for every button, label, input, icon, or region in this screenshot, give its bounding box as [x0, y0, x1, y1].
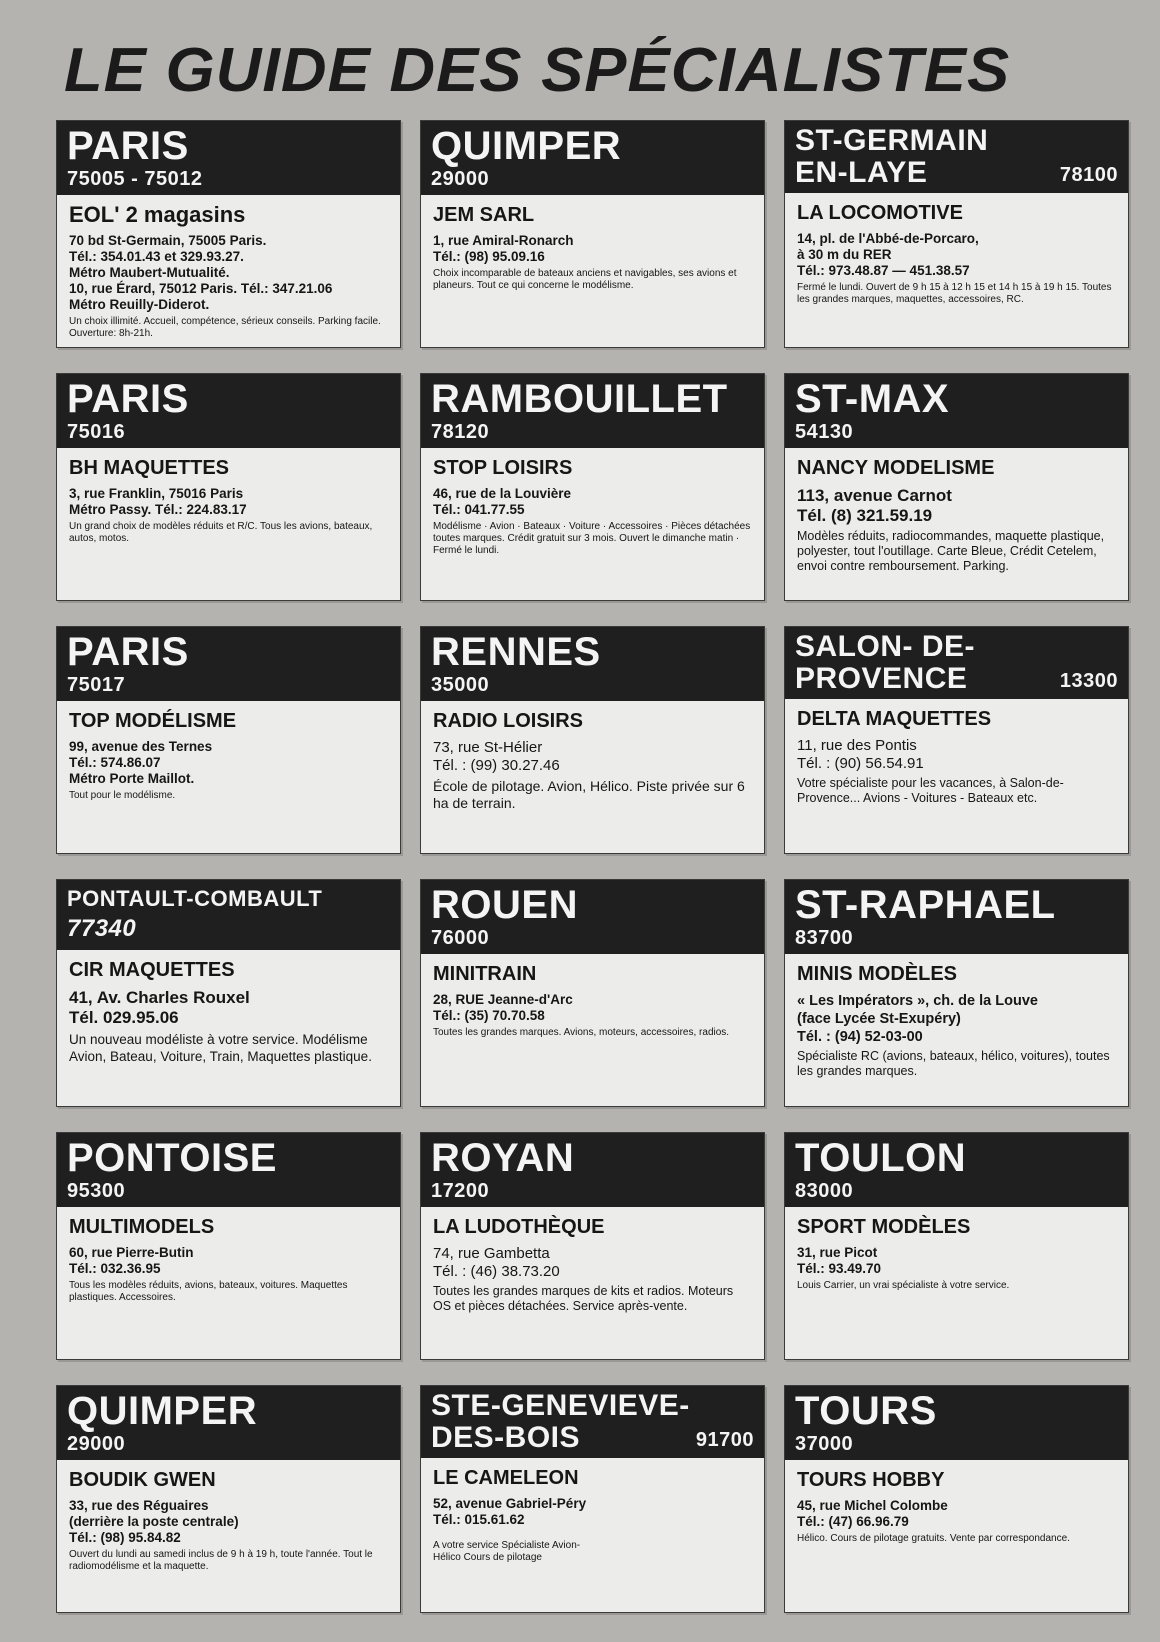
address-line: Tél.: 041.77.55 [433, 502, 525, 517]
shop-name: CIR MAQUETTES [69, 959, 235, 981]
shop-name: TOP MODÉLISME [69, 710, 237, 732]
address-line: Tél.: (47) 66.96.79 [797, 1514, 909, 1529]
card-body [421, 1458, 764, 1612]
city-name: DES-BOIS [431, 1421, 581, 1454]
listing-card [56, 1132, 401, 1360]
shop-description: Tout pour le modélisme. [69, 790, 176, 801]
address-line: Tél. : (46) 38.73.20 [433, 1263, 560, 1280]
address-line: 46, rue de la Louvière [433, 486, 572, 501]
card-header [421, 121, 764, 195]
address-line: Tél.: (35) 70.70.58 [433, 1008, 545, 1023]
listing-card [420, 626, 765, 854]
address-line: 113, avenue Carnot [797, 486, 952, 505]
card-body [785, 954, 1128, 1106]
card-header [421, 627, 764, 701]
city-name: ST-RAPHAEL [795, 883, 1056, 927]
address-line: Tél.: (98) 95.09.16 [433, 249, 545, 264]
card-header [421, 374, 764, 448]
address-line: Tél.: 015.61.62 [433, 1512, 525, 1527]
shop-description: A votre service Spécialiste Avion-Hélico Cours de pilotage [433, 1540, 581, 1563]
listing-card [420, 1385, 765, 1613]
specialists-grid [56, 120, 1130, 1610]
city-name: ST-MAX [795, 377, 950, 421]
city-name: STE-GENEVIEVE- [431, 1389, 690, 1422]
postal-code: 83700 [795, 927, 854, 949]
city-name: PROVENCE [795, 662, 968, 695]
address-line: Tél.: 574.86.07 [69, 755, 161, 770]
city-name: TOURS [795, 1389, 937, 1433]
shop-description: Un choix illimité. Accueil, compétence, sérieux conseils. Parking facile. Ouverture: 8h-21h. [69, 316, 381, 339]
shop-name: EOL' 2 magasins [69, 202, 246, 227]
shop-name: DELTA MAQUETTES [797, 708, 992, 730]
postal-code: 75017 [67, 674, 126, 696]
address-line: Tél. (8) 321.59.19 [797, 506, 933, 525]
postal-code: 78100 [1059, 164, 1118, 186]
card-header [57, 1133, 400, 1207]
shop-description: Fermé le lundi. Ouvert de 9 h 15 à 12 h 15 et 14 h 15 à 19 h 15. Toutes les grandes marques, maquettes, accessoires, RC. [797, 282, 1112, 305]
address-line: Tél.: (98) 95.84.82 [69, 1530, 181, 1545]
address-line: 14, pl. de l'Abbé-de-Porcaro, [797, 231, 979, 246]
address-line: Métro Porte Maillot. [69, 771, 195, 786]
address-line: 3, rue Franklin, 75016 Paris [69, 486, 244, 501]
postal-code: 77340 [67, 915, 137, 942]
card-body [421, 195, 764, 347]
address-line: Tél. : (90) 56.54.91 [797, 755, 924, 772]
shop-name: BOUDIK GWEN [69, 1469, 216, 1491]
card-body [57, 1207, 400, 1359]
city-name: QUIMPER [431, 124, 622, 168]
address-line: Tél. 029.95.06 [69, 1008, 179, 1027]
listing-card [420, 120, 765, 348]
address-line: 60, rue Pierre-Butin [69, 1245, 194, 1260]
address-line: (derrière la poste centrale) [69, 1514, 239, 1529]
address-line: 45, rue Michel Colombe [797, 1498, 948, 1513]
listing-card [784, 120, 1129, 348]
card-header [57, 627, 400, 701]
city-name: ROUEN [431, 883, 578, 927]
address-line: 99, avenue des Ternes [69, 739, 213, 754]
listing-card [420, 1132, 765, 1360]
listing-card [784, 626, 1129, 854]
listing-card [56, 879, 401, 1107]
city-name: RAMBOUILLET [431, 377, 728, 421]
listing-card [56, 120, 401, 348]
postal-code: 17200 [431, 1180, 490, 1202]
card-body [785, 193, 1128, 347]
shop-description: Votre spécialiste pour les vacances, à Salon-de-Provence... Avions - Voitures - Bateaux etc. [797, 776, 1064, 805]
listing-card [420, 879, 765, 1107]
address-line: 74, rue Gambetta [433, 1245, 550, 1262]
listing-card [56, 626, 401, 854]
card-body [57, 950, 400, 1106]
city-name: PARIS [67, 630, 189, 674]
city-name: SALON- DE- [795, 630, 975, 663]
postal-code: 37000 [795, 1433, 854, 1455]
shop-description: Tous les modèles réduits, avions, bateaux, voitures. Maquettes plastiques. Accessoires. [69, 1280, 348, 1303]
card-body [421, 954, 764, 1106]
address-line: 70 bd St-Germain, 75005 Paris. [69, 233, 267, 248]
card-header [57, 374, 400, 448]
listing-card [784, 879, 1129, 1107]
listing-card [56, 1385, 401, 1613]
shop-name: BH MAQUETTES [69, 457, 229, 479]
address-line: Tél.: 032.36.95 [69, 1261, 161, 1276]
card-body [421, 448, 764, 600]
card-header [785, 374, 1128, 448]
address-line: 31, rue Picot [797, 1245, 878, 1260]
card-body [57, 701, 400, 853]
city-name: TOULON [795, 1136, 967, 1180]
address-line: Métro Reuilly-Diderot. [69, 297, 210, 312]
card-body [421, 701, 764, 853]
city-name: PONTOISE [67, 1136, 277, 1180]
shop-name: MINITRAIN [433, 963, 537, 985]
card-header [57, 880, 400, 950]
card-header [785, 1386, 1128, 1460]
city-name: QUIMPER [67, 1389, 258, 1433]
card-body [785, 1207, 1128, 1359]
city-name: EN-LAYE [795, 156, 928, 189]
postal-code: 75005 - 75012 [67, 168, 203, 190]
shop-name: NANCY MODELISME [797, 457, 995, 479]
page-title: LE GUIDE DES SPÉCIALISTES [64, 36, 1011, 105]
card-header [785, 1133, 1128, 1207]
shop-description: Modélisme · Avion · Bateaux · Voiture · Accessoires · Pièces détachées toutes marques. Crédit gratuit sur 3 mois. Ouvert le dimanche matin · Fermé le lundi. [433, 521, 751, 556]
city-name: PARIS [67, 124, 189, 168]
card-body [57, 195, 400, 347]
address-line: 1, rue Amiral-Ronarch [433, 233, 574, 248]
card-body [421, 1207, 764, 1359]
card-header [421, 1133, 764, 1207]
city-name: ROYAN [431, 1136, 575, 1180]
shop-description: Modèles réduits, radiocommandes, maquette plastique, polyester, tout l'outillage. Carte Bleue, Crédit Cetelem, envoi contre remboursement. Parking. [797, 529, 1105, 573]
card-body [785, 1460, 1128, 1612]
card-header [57, 1386, 400, 1460]
postal-code: 83000 [795, 1180, 854, 1202]
city-name: PARIS [67, 377, 189, 421]
postal-code: 13300 [1059, 670, 1118, 692]
postal-code: 76000 [431, 927, 490, 949]
listing-card [784, 1132, 1129, 1360]
address-line: Tél.: 354.01.43 et 329.93.27. [69, 249, 244, 264]
postal-code: 54130 [795, 421, 854, 443]
address-line: Métro Maubert-Mutualité. [69, 265, 230, 280]
address-line: Tél. : (94) 52-03-00 [797, 1029, 923, 1045]
address-line: « Les Impérators », ch. de la Louve [797, 993, 1038, 1009]
address-line: 41, Av. Charles Rouxel [69, 988, 250, 1007]
shop-description: Toutes les grandes marques de kits et radios. Moteurs OS et pièces détachées. Service après-vente. [433, 1284, 734, 1313]
postal-code: 91700 [695, 1429, 754, 1451]
shop-description: École de pilotage. Avion, Hélico. Piste privée sur 6 ha de terrain. [433, 778, 745, 811]
address-line: Tél.: 93.49.70 [797, 1261, 882, 1276]
city-name: PONTAULT-COMBAULT [67, 886, 323, 911]
card-header [785, 121, 1128, 193]
shop-description: Un nouveau modéliste à votre service. Modélisme Avion, Bateau, Voiture, Train, Maquettes plastique. [69, 1032, 372, 1064]
address-line: 11, rue des Pontis [797, 737, 917, 754]
postal-code: 95300 [67, 1180, 126, 1202]
shop-description: Choix incomparable de bateaux anciens et navigables, ses avions et planeurs. Tout ce qui concerne le modélisme. [433, 268, 737, 291]
card-header [421, 880, 764, 954]
listing-card [784, 373, 1129, 601]
card-body [57, 448, 400, 600]
shop-name: MULTIMODELS [69, 1216, 215, 1238]
postal-code: 75016 [67, 421, 126, 443]
postal-code: 35000 [431, 674, 490, 696]
shop-description: Ouvert du lundi au samedi inclus de 9 h à 19 h, toute l'année. Tout le radiomodélisme et la maquette. [69, 1549, 373, 1572]
postal-code: 29000 [431, 168, 490, 190]
shop-name: TOURS HOBBY [797, 1469, 945, 1491]
card-body [785, 699, 1128, 853]
address-line: 73, rue St-Hélier [433, 739, 543, 756]
address-line: 28, RUE Jeanne-d'Arc [433, 992, 573, 1007]
card-header [785, 627, 1128, 699]
address-line: 52, avenue Gabriel-Péry [433, 1496, 587, 1511]
shop-name: JEM SARL [433, 204, 535, 226]
card-header [421, 1386, 764, 1458]
shop-name: LE CAMELEON [433, 1467, 579, 1489]
card-header [785, 880, 1128, 954]
address-line: (face Lycée St-Exupéry) [797, 1011, 961, 1027]
city-name: ST-GERMAIN [795, 124, 989, 157]
card-body [785, 448, 1128, 600]
shop-name: RADIO LOISIRS [433, 710, 584, 732]
listing-card [420, 373, 765, 601]
shop-description: Toutes les grandes marques. Avions, moteurs, accessoires, radios. [433, 1027, 730, 1038]
shop-name: LA LOCOMOTIVE [797, 202, 963, 224]
shop-description: Hélico. Cours de pilotage gratuits. Vente par correspondance. [797, 1533, 1070, 1544]
postal-code: 78120 [431, 421, 490, 443]
shop-description: Un grand choix de modèles réduits et R/C. Tous les avions, bateaux, autos, motos. [69, 521, 373, 544]
address-line: Tél. : (99) 30.27.46 [433, 757, 560, 774]
card-header [57, 121, 400, 195]
city-name: RENNES [431, 630, 601, 674]
address-line: 33, rue des Réguaires [69, 1498, 209, 1513]
shop-name: LA LUDOTHÈQUE [433, 1216, 605, 1238]
listing-card [56, 373, 401, 601]
shop-description: Spécialiste RC (avions, bateaux, hélico, voitures), toutes les grandes marques. [797, 1049, 1110, 1078]
address-line: Métro Passy. Tél.: 224.83.17 [69, 502, 247, 517]
postal-code: 29000 [67, 1433, 126, 1455]
shop-name: STOP LOISIRS [433, 457, 573, 479]
shop-name: MINIS MODÈLES [797, 963, 958, 985]
listing-card [784, 1385, 1129, 1613]
card-body [57, 1460, 400, 1612]
shop-description: Louis Carrier, un vrai spécialiste à votre service. [797, 1280, 1010, 1291]
address-line: 10, rue Érard, 75012 Paris. Tél.: 347.21.06 [69, 281, 333, 296]
shop-name: SPORT MODÈLES [797, 1216, 971, 1238]
address-line: Tél.: 973.48.87 — 451.38.57 [797, 263, 970, 278]
address-line: à 30 m du RER [797, 247, 892, 262]
